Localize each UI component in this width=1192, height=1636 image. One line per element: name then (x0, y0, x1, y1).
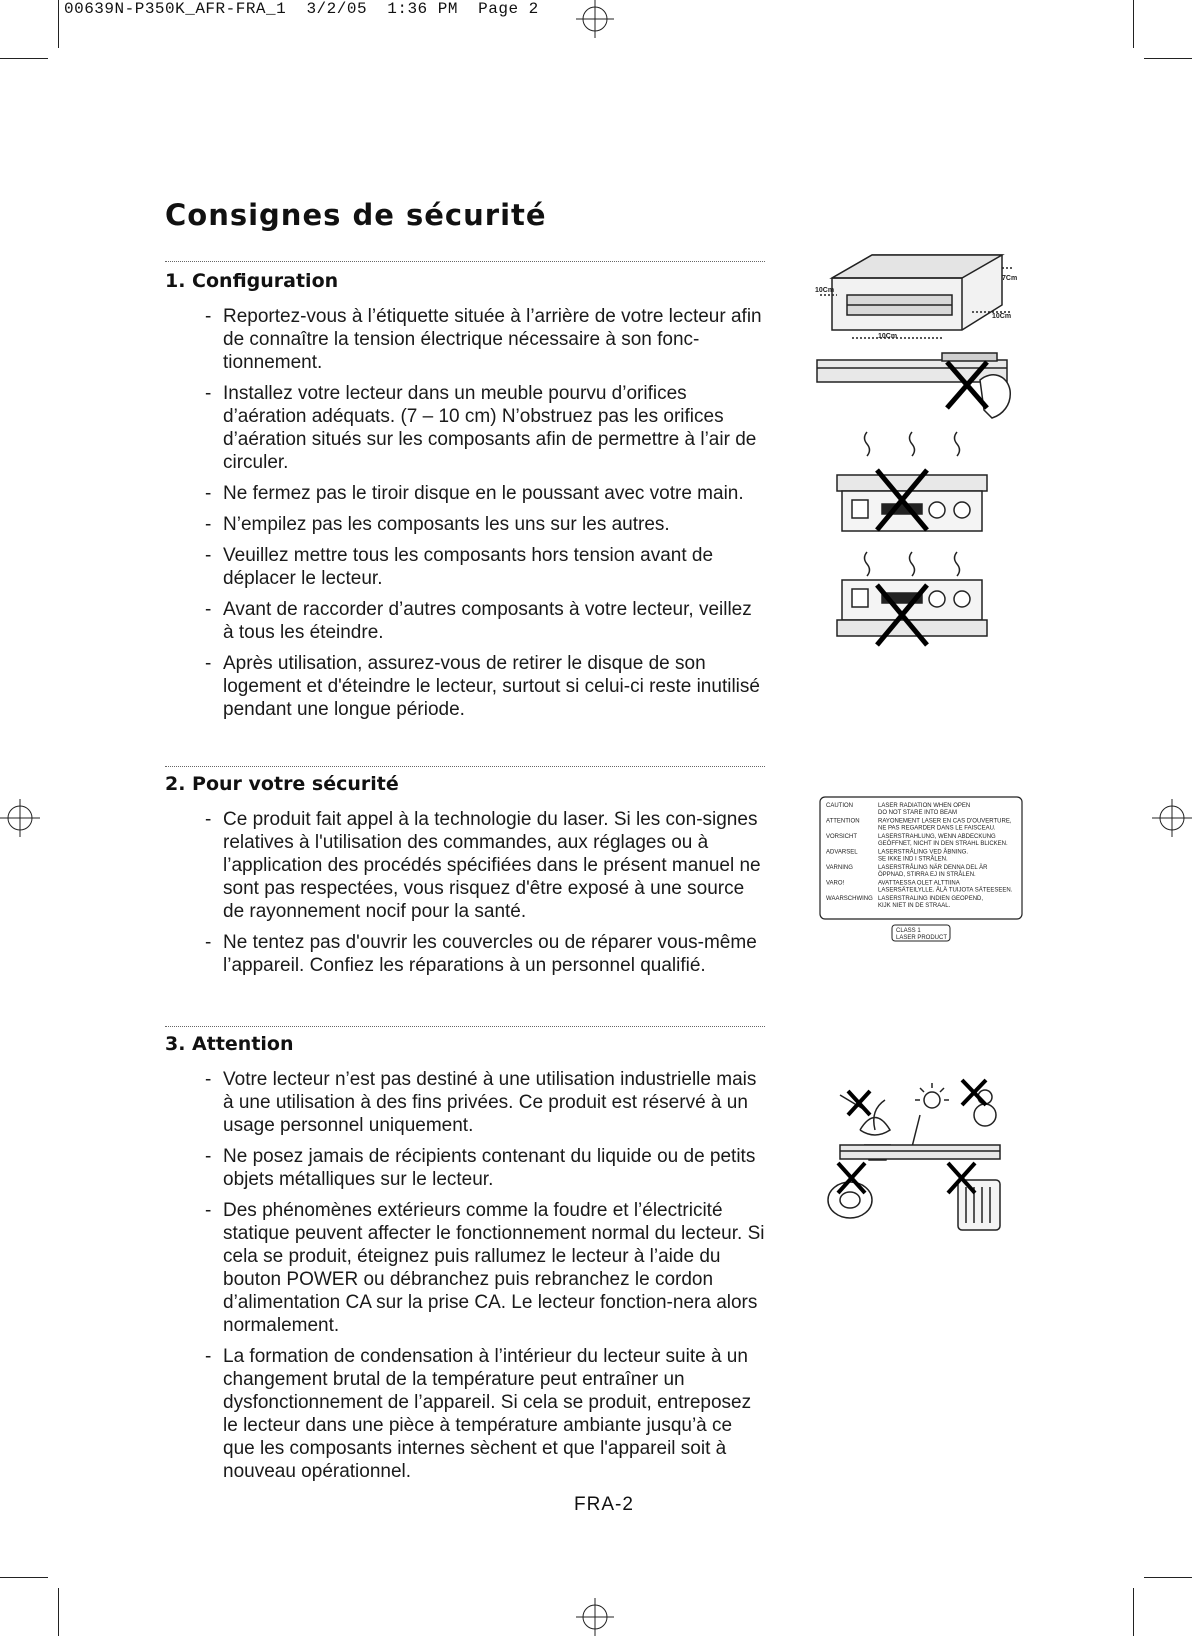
label-language: CAUTION (826, 803, 853, 809)
prohibited-x-icon (962, 1080, 986, 1105)
sun-drawing (910, 1083, 949, 1155)
clearance-label: 10Cm (992, 313, 1012, 320)
tray-push-drawing (817, 353, 1010, 418)
dvd-player-drawing (840, 1145, 1000, 1159)
prohibited-x-icon (848, 1091, 870, 1115)
registration-mark-left (0, 793, 40, 843)
label-language: ADVARSEL (826, 849, 858, 856)
label-language: VORSICHT (826, 834, 858, 840)
label-warning-line: LASERSTRAHLUNG, WENN ABDECKUNG (878, 834, 996, 840)
page-number: FRA-2 (574, 1494, 634, 1515)
heat-wave-icon (865, 552, 960, 576)
section-heading-attention: 3. Attention (165, 1033, 294, 1055)
list-item: - La formation de condensation à l’intérieur du lecteur suite à un changement brutal de la température peut entraîner un dysfonctionnement de l’appareil. Si cela se produit, entreposez le lecteur dans une pièce à température ambiante jusqu’à ce que les composants internes sèchent et que l'appareil soit à nouveau opérationnel. (205, 1346, 752, 1482)
list-item: - Après utilisation, assurez-vous de retirer le disque de son logement et d'éteindre le lecteur, surtout si celui-ci reste inutilisé pendant une longue période. (205, 653, 760, 720)
magnet-drawing (828, 1182, 872, 1218)
list-item: - Ne posez jamais de récipients contenant du liquide ou de petits objets métalliques sur le lecteur. (205, 1146, 756, 1190)
label-warning-line: LASER RADIATION WHEN OPEN (878, 803, 971, 809)
stacked-components-drawing (837, 475, 987, 531)
registration-mark-bottom (570, 1596, 620, 1636)
list-item: - Ce produit fait appel à la technologie du laser. Si les con-signes relatives à l'utilisation des commandes, aux réglages ou à l’application des procédés spécifiées dans le présent manuel ne sont pas respectées, vous risquez d'être exposé à une source de rayonnement nocif pour la santé. (205, 809, 761, 922)
label-warning-line: RAYONEMENT LASER EN CAS D'OUVERTURE, (878, 818, 1012, 825)
list-item: - N’empilez pas les composants les uns sur les autres. (205, 514, 670, 535)
label-language: VARNING (826, 865, 853, 871)
configuration-list (205, 305, 765, 729)
label-language: WAARSCHWING (826, 896, 873, 902)
label-warning-line: LASERSTRÅLING VED ÅBNING. (878, 849, 969, 856)
ventilated-cabinet-drawing (820, 255, 1012, 338)
page-title: Consignes de sécurité (165, 198, 547, 232)
heater-drawing (958, 1180, 1000, 1230)
label-warning-line: SE IKKE IND I STRÅLEN. (878, 856, 948, 863)
registration-mark-top (570, 0, 620, 40)
section-heading-securite: 2. Pour votre sécurité (165, 773, 399, 795)
list-item: - Veuillez mettre tous les composants hors tension avant de déplacer le lecteur. (205, 545, 714, 589)
list-item: - Votre lecteur n’est pas destiné à une utilisation industrielle mais à une utilisation à des fins privées. Ce produit est réservé à un usage personnel uniquement. (205, 1069, 757, 1136)
label-warning-line: KIJK NIET IN DE STRAAL. (878, 903, 951, 909)
attention-list (205, 1068, 765, 1491)
label-warning-line: AVATTAESSA OLET ALTTIINA (878, 880, 960, 887)
label-warning-line: NE PAS REGARDER DANS LE FAISCEAU. (878, 825, 996, 832)
clearance-label: 10Cm (878, 333, 898, 340)
clearance-label: 7Cm (1002, 275, 1018, 282)
label-warning-line: LASERSTRÅLING NÄR DENNA DEL ÄR (878, 865, 988, 871)
clearance-label: 10Cm (815, 287, 835, 294)
prohibited-x-icon (838, 1163, 865, 1193)
list-item: - Avant de raccorder d’autres composants à votre lecteur, veillez à tous les éteindre. (205, 599, 752, 643)
configuration-illustration (812, 250, 1027, 650)
class-label-line: CLASS 1 (896, 928, 921, 934)
section-divider (165, 261, 765, 262)
label-warning-line: GEÖFFNET, NICHT IN DEN STRAHL BLICKEN. (878, 841, 1008, 847)
registration-mark-right (1152, 793, 1192, 843)
label-warning-line: LASERSÄTEILYLLE. ÄLÄ TUIJOTA SÄTEESEEN. (878, 887, 1013, 894)
section-divider (165, 1026, 765, 1027)
list-item: - Des phénomènes extérieurs comme la foudre et l’électricité statique peuvent affecter le fonctionnement normal du lecteur. Si cela se produit, éteignez puis rallumez le lecteur à l’aide du bouton POWER ou débranchez puis rebranchez le cordon d’alimentation CA sur la prise CA. Le lecteur fonction-nera alors normalement. (205, 1200, 765, 1336)
label-language: ATTENTION (826, 818, 860, 825)
section-divider (165, 766, 765, 767)
heat-wave-icon (865, 432, 960, 456)
list-item: - Reportez-vous à l’étiquette située à l’arrière de votre lecteur afin de connaître la tension électrique nécessaire à son fonc-tionnement. (205, 306, 762, 373)
label-warning-line: DO NOT STARE INTO BEAM (878, 810, 958, 816)
attention-illustration (820, 1075, 1020, 1250)
label-warning-line: LASERSTRALING INDIEN GEOPEND, (878, 896, 984, 902)
list-item: - Ne tentez pas d'ouvrir les couvercles ou de réparer vous-même l’appareil. Confiez les réparations à un personnel qualifié. (205, 932, 757, 976)
label-warning-line: ÖPPNAD, STIRRA EJ IN STRÅLEN. (878, 872, 976, 878)
securite-list (205, 808, 765, 985)
laser-warning-label (818, 795, 1026, 945)
print-header: 00639N-P350K_AFR-FRA_1 3/2/05 1:36 PM Page 2 (64, 0, 539, 18)
label-language: VARO! (826, 880, 845, 887)
list-item: - Ne fermez pas le tiroir disque en le poussant avec votre main. (205, 483, 744, 504)
section-heading-configuration: 1. Configuration (165, 270, 339, 292)
class-label-line: LASER PRODUCT (896, 935, 948, 941)
list-item: - Installez votre lecteur dans un meuble pourvu d’orifices d’aération adéquats. (7 – 10 cm) N’obstruez pas les orifices d’aération situés sur les composants afin de permettre à l’air de circuler. (205, 383, 757, 473)
